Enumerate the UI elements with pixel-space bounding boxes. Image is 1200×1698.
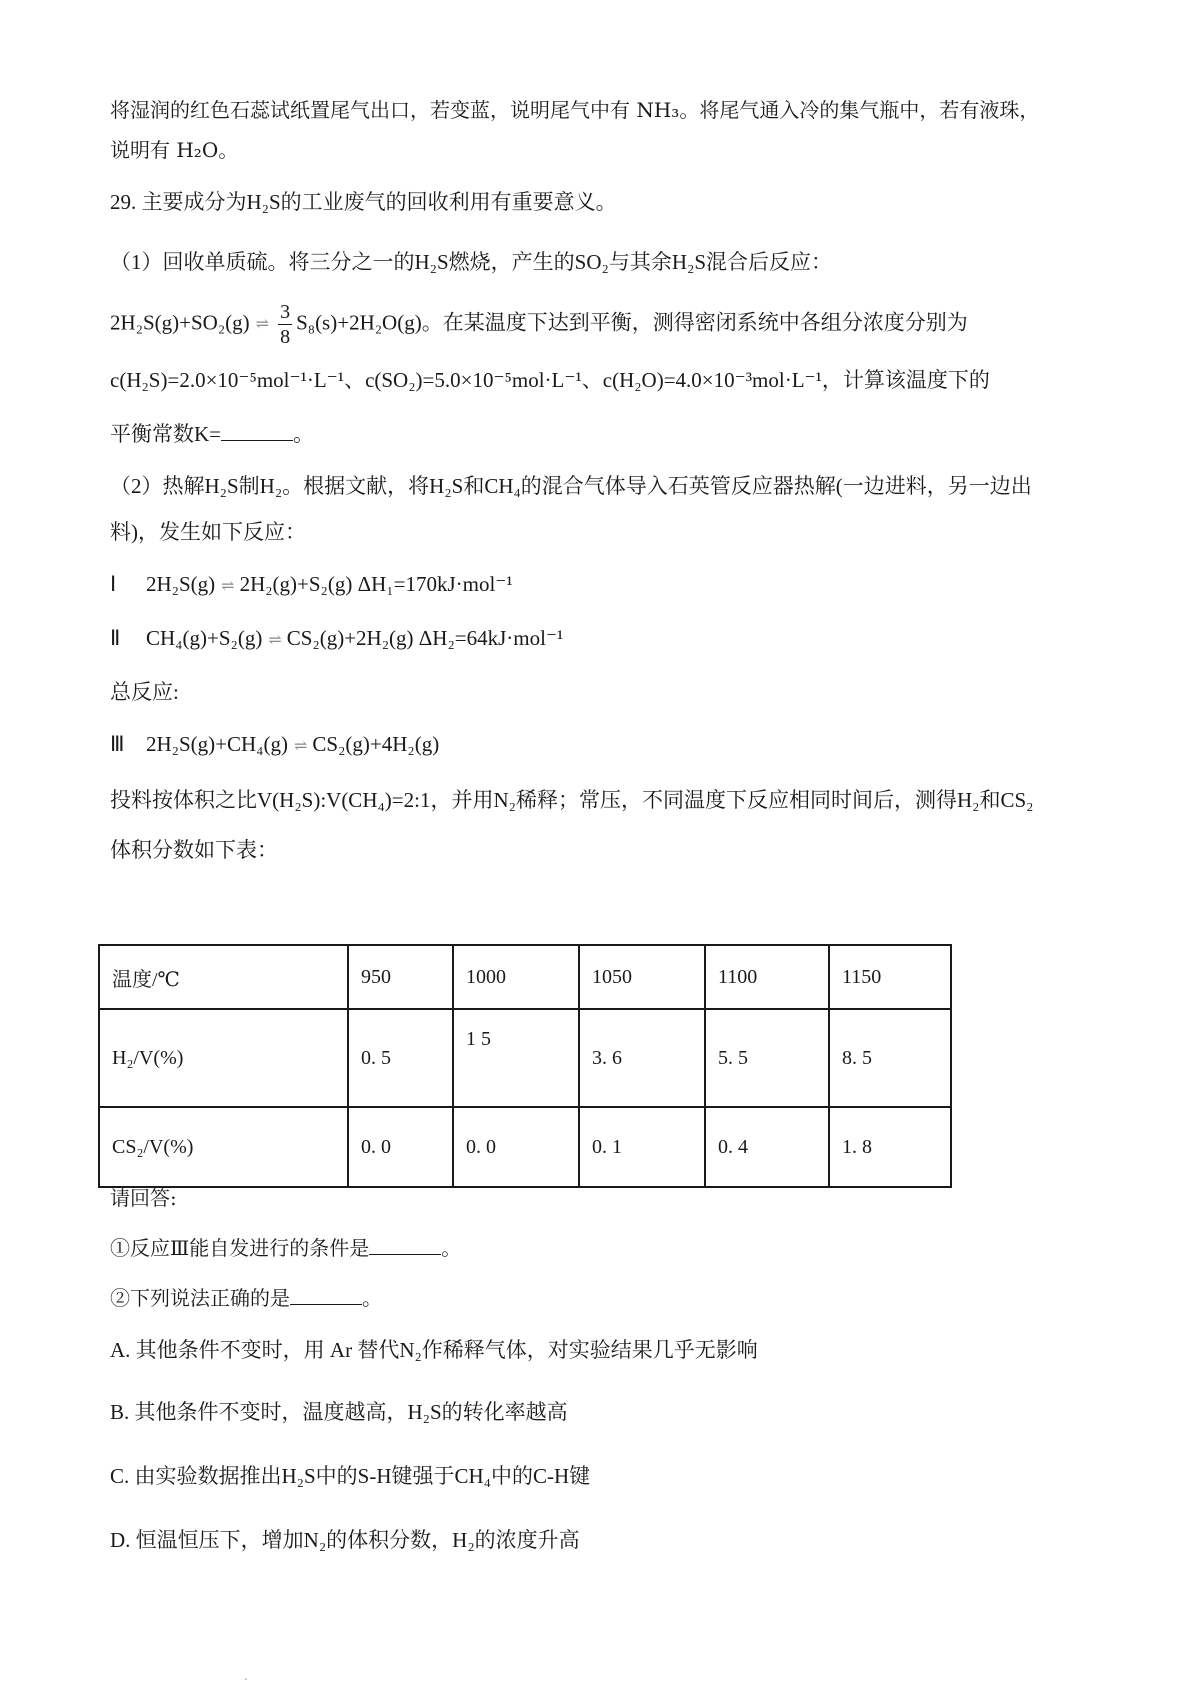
option-a: A. 其他条件不变时，用 Ar 替代N₂作稀释气体，对实验结果几乎无影响 (110, 1338, 758, 1362)
table-cell: 3. 6 (579, 1009, 705, 1107)
part1-equation (110, 300, 968, 349)
table-cell: H₂/V(%) (99, 1009, 348, 1107)
table-cell: 5. 5 (705, 1009, 829, 1107)
table-cell: 1000 (453, 945, 579, 1009)
equilibrium-arrow-icon: ⇌ (268, 632, 281, 649)
sub-question-2: ②下列说法正确的是 。 (110, 1282, 382, 1312)
reaction-3: Ⅲ 2H₂S(g)+CH₄(g) ⇌ CS₂(g)+4H₂(g) (110, 730, 439, 761)
option-c: C. 由实验数据推出H₂S中的S-H键强于CH₄中的C-H键 (110, 1464, 591, 1488)
table-cell: 1150 (829, 945, 951, 1009)
table-header-row (99, 945, 951, 1009)
part2-intro-1: （2）热解H₂S制H₂。根据文献，将H₂S和CH₄的混合气体导入石英管反应器热解(一边进料，另一边出 (110, 474, 1032, 498)
table-row (99, 1107, 951, 1187)
total-reaction-label: 总反应: (110, 680, 179, 704)
table-cell: 1050 (579, 945, 705, 1009)
table-cell: CS₂/V(%) (99, 1107, 348, 1187)
table-cell: 1. 8 (829, 1107, 951, 1187)
footer-mark: . (244, 1669, 248, 1683)
table-cell: 0. 1 (579, 1107, 705, 1187)
please-answer: 请回答: (110, 1186, 177, 1210)
concentrations-line: c(H₂S)=2.0×10⁻⁵mol⁻¹·L⁻¹、c(SO₂)=5.0×10⁻⁵mol·L⁻¹、c(H₂O)=4.0×10⁻³mol·L⁻¹，计算该温度下的 (110, 368, 990, 392)
table-cell: 1100 (705, 945, 829, 1009)
answer-blank (221, 418, 293, 441)
data-table (98, 944, 952, 1188)
table-cell: 0. 0 (348, 1107, 453, 1187)
table-cell: 1 5 (453, 1009, 579, 1107)
table-cell: 950 (348, 945, 453, 1009)
table-row (99, 1009, 951, 1107)
fraction: $\frac{3}{8}$ (280, 301, 291, 348)
continuation-line-2: 说明有 H₂O。 (110, 138, 239, 162)
equation-lhs: 2H₂S(g)+SO₂(g) (110, 310, 250, 335)
equation-rhs: S₈(s)+2H₂O(g) (296, 310, 422, 335)
continuation-line-1: 将湿润的红色石蕊试纸置尾气出口，若变蓝，说明尾气中有 NH₃。将尾气通入冷的集气瓶中，若有液珠， (110, 98, 1040, 122)
table-cell: 0. 0 (453, 1107, 579, 1187)
question-title: 29. 主要成分为H₂S的工业废气的回收利用有重要意义。 (110, 190, 617, 214)
table-cell: 0. 4 (705, 1107, 829, 1187)
equilibrium-arrow-icon: ⇌ (255, 316, 269, 334)
sub-question-1: ①反应Ⅲ能自发进行的条件是 。 (110, 1232, 461, 1262)
option-b: B. 其他条件不变时，温度越高，H₂S的转化率越高 (110, 1400, 568, 1424)
table-cell: 温度/℃ (99, 945, 348, 1009)
part1-intro: （1）回收单质硫。将三分之一的H₂S燃烧，产生的SO₂与其余H₂S混合后反应： (110, 250, 832, 274)
reaction-1: Ⅰ 2H₂S(g) ⇌ 2H₂(g)+S₂(g) ΔH₁=170kJ·mol⁻¹ (110, 570, 513, 601)
table-cell: 8. 5 (829, 1009, 951, 1107)
feed-line-2: 体积分数如下表： (110, 838, 278, 862)
equation-tail: 。在某温度下达到平衡，测得密闭系统中各组分浓度分别为 (421, 310, 968, 335)
reaction-2: Ⅱ CH₄(g)+S₂(g) ⇌ CS₂(g)+2H₂(g) ΔH₂=64kJ·mol⁻¹ (110, 624, 563, 655)
equilibrium-arrow-icon: ⇌ (293, 738, 307, 755)
equilibrium-arrow-icon: ⇌ (221, 578, 234, 595)
equilibrium-constant-line: 平衡常数K= 。 (110, 418, 314, 448)
answer-blank (369, 1232, 441, 1255)
part2-intro-2: 料)，发生如下反应： (110, 520, 306, 544)
feed-line-1: 投料按体积之比V(H₂S):V(CH₄)=2:1，并用N₂稀释；常压，不同温度下反应相同时间后，测得H₂和CS₂ (110, 788, 1034, 812)
table-cell: 0. 5 (348, 1009, 453, 1107)
option-d: D. 恒温恒压下，增加N₂的体积分数，H₂的浓度升高 (110, 1528, 580, 1552)
answer-blank (290, 1282, 362, 1305)
